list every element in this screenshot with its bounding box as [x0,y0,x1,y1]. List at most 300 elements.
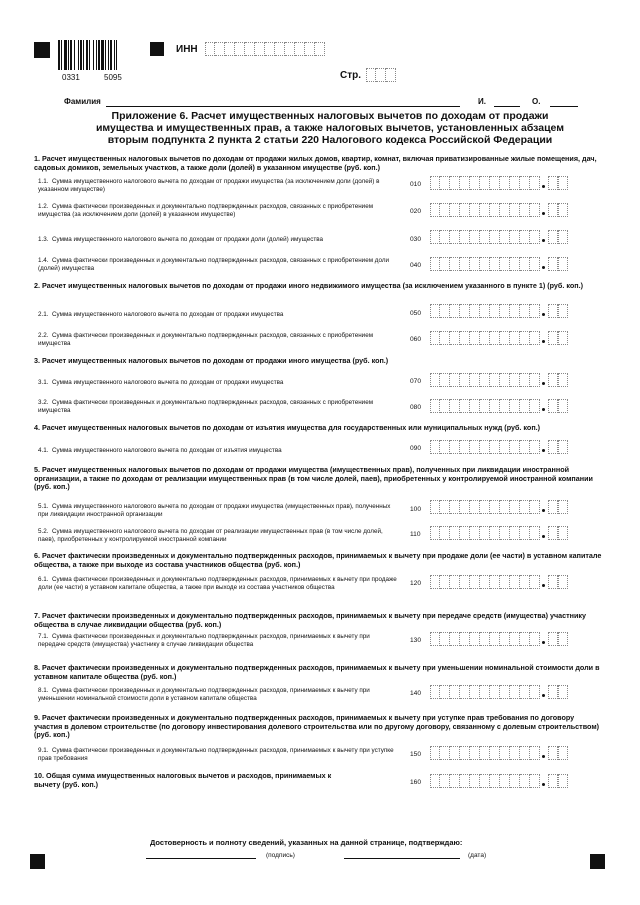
char-cell[interactable] [460,230,470,244]
char-cell[interactable] [490,500,500,514]
item-text: Сумма имущественного налогового вычета по доходам от продажи имущества (имущественных прав), полученных при ликвидации иностранной организации [38,503,391,518]
char-cell[interactable] [440,331,450,345]
char-cell[interactable] [500,632,510,646]
char-cell[interactable] [548,257,558,271]
char-cell[interactable] [255,42,265,56]
date-label: (дата) [468,852,487,859]
char-cell[interactable] [500,304,510,318]
char-cell[interactable] [305,42,315,56]
char-cell[interactable] [430,304,440,318]
char-cell[interactable] [205,42,215,56]
char-cell[interactable] [558,257,568,271]
char-cell[interactable] [510,500,520,514]
char-cell[interactable] [376,68,386,82]
char-cell[interactable] [460,331,470,345]
char-cell[interactable] [450,203,460,217]
char-cell[interactable] [470,304,480,318]
char-cell[interactable] [530,526,540,540]
char-cell[interactable] [480,526,490,540]
char-cell[interactable] [510,526,520,540]
char-cell[interactable] [470,575,480,589]
item-text: Сумма фактически произведенных и документально подтвержденных расходов, связанных с приобретением имущества (за исключением доли (долей) в указанном имуществе) [38,203,374,218]
char-cell[interactable] [490,399,500,413]
char-cell[interactable] [548,176,558,190]
char-cell[interactable] [460,176,470,190]
char-cell[interactable] [520,526,530,540]
char-cell[interactable] [530,575,540,589]
char-cell[interactable] [558,203,568,217]
char-cell[interactable] [440,632,450,646]
char-cell[interactable] [548,526,558,540]
char-cell[interactable] [520,685,530,699]
char-cell[interactable] [460,746,470,760]
char-cell[interactable] [450,399,460,413]
item-number: 5.1. [38,503,49,510]
char-cell[interactable] [510,176,520,190]
barcode-number-right: 5095 [104,73,122,82]
decimal-separator [540,399,548,413]
char-cell[interactable] [470,373,480,387]
line-item-050 [38,311,398,319]
char-cell[interactable] [500,331,510,345]
section-6-heading: 6. Расчет фактически произведенных и документально подтвержденных расходов, принимаемых к вычету при продаже доли (ее части) в уставном капитале общества, а также при выходе из состава участников общества (руб. коп.) [34,551,602,569]
amount-field-160[interactable] [430,774,568,788]
char-cell[interactable] [480,373,490,387]
char-cell[interactable] [480,746,490,760]
char-cell[interactable] [450,575,460,589]
char-cell[interactable] [480,257,490,271]
char-cell[interactable] [520,304,530,318]
char-cell[interactable] [558,176,568,190]
line-code-010: 010 [410,181,422,188]
inn-label: ИНН [176,44,198,55]
char-cell[interactable] [548,373,558,387]
initial-i-label: И. [478,97,486,106]
char-cell[interactable] [530,399,540,413]
amount-field-130[interactable] [430,632,568,646]
char-cell[interactable] [530,685,540,699]
amount-field-070[interactable] [430,373,568,387]
char-cell[interactable] [315,42,325,56]
total-heading: 10. Общая сумма имущественных налоговых вычетов и расходов, принимаемых к вычету (руб. коп.) [34,771,332,789]
char-cell[interactable] [500,575,510,589]
char-cell[interactable] [480,632,490,646]
char-cell[interactable] [510,632,520,646]
char-cell[interactable] [430,399,440,413]
char-cell[interactable] [430,774,440,788]
char-cell[interactable] [530,373,540,387]
decimal-separator [540,774,548,788]
char-cell[interactable] [548,774,558,788]
char-cell[interactable] [548,575,558,589]
char-cell[interactable] [500,176,510,190]
char-cell[interactable] [470,230,480,244]
char-cell[interactable] [480,304,490,318]
char-cell[interactable] [530,331,540,345]
char-cell[interactable] [440,575,450,589]
char-cell[interactable] [490,632,500,646]
char-cell[interactable] [386,68,396,82]
char-cell[interactable] [470,399,480,413]
char-cell[interactable] [490,176,500,190]
char-cell[interactable] [480,774,490,788]
char-cell[interactable] [215,42,225,56]
char-cell[interactable] [510,373,520,387]
inn-field[interactable] [205,42,325,56]
initial-o-field[interactable] [550,106,578,107]
char-cell[interactable] [440,230,450,244]
char-cell[interactable] [510,304,520,318]
confirmation-text: Достоверность и полноту сведений, указанных на данной странице, подтверждаю: [150,838,463,847]
char-cell[interactable] [460,440,470,454]
char-cell[interactable] [500,774,510,788]
char-cell[interactable] [558,373,568,387]
char-cell[interactable] [440,774,450,788]
char-cell[interactable] [520,257,530,271]
char-cell[interactable] [510,685,520,699]
line-item-060 [38,332,398,347]
item-text: Сумма имущественного налогового вычета по доходам от продажи имущества (за исключением доли (долей) в указанном имуществе) [38,178,380,193]
char-cell[interactable] [440,685,450,699]
char-cell[interactable] [470,685,480,699]
char-cell[interactable] [548,746,558,760]
char-cell[interactable] [430,230,440,244]
char-cell[interactable] [470,203,480,217]
char-cell[interactable] [430,526,440,540]
char-cell[interactable] [470,774,480,788]
char-cell[interactable] [500,399,510,413]
line-item-100 [38,503,398,518]
char-cell[interactable] [548,203,558,217]
char-cell[interactable] [530,746,540,760]
char-cell[interactable] [460,526,470,540]
char-cell[interactable] [548,399,558,413]
char-cell[interactable] [520,440,530,454]
char-cell[interactable] [480,575,490,589]
char-cell[interactable] [558,399,568,413]
char-cell[interactable] [460,500,470,514]
char-cell[interactable] [520,774,530,788]
char-cell[interactable] [500,257,510,271]
char-cell[interactable] [530,500,540,514]
amount-field-140[interactable] [430,685,568,699]
char-cell[interactable] [520,500,530,514]
char-cell[interactable] [480,685,490,699]
char-cell[interactable] [265,42,275,56]
char-cell[interactable] [548,440,558,454]
item-text: Сумма имущественного налогового вычета по доходам от продажи имущества [52,311,284,318]
char-cell[interactable] [490,304,500,318]
char-cell[interactable] [500,230,510,244]
char-cell[interactable] [470,176,480,190]
char-cell[interactable] [470,257,480,271]
char-cell[interactable] [450,526,460,540]
char-cell[interactable] [480,176,490,190]
char-cell[interactable] [450,746,460,760]
line-code-050: 050 [410,310,422,317]
char-cell[interactable] [530,176,540,190]
char-cell[interactable] [548,304,558,318]
item-text: Сумма имущественного налогового вычета по доходам от реализации имущественных прав (в том числе долей, паев), приобретенных у контролируемой иностранной компании [38,528,383,543]
char-cell[interactable] [460,632,470,646]
char-cell[interactable] [510,399,520,413]
char-cell[interactable] [470,632,480,646]
section-4-heading: 4. Расчет имущественных налоговых вычетов по доходам от изъятия имущества для государственных или муниципальных нужд (руб. коп.) [34,423,541,432]
line-item-040 [38,257,398,272]
char-cell[interactable] [490,774,500,788]
char-cell[interactable] [500,746,510,760]
char-cell[interactable] [520,203,530,217]
char-cell[interactable] [470,526,480,540]
char-cell[interactable] [440,257,450,271]
char-cell[interactable] [510,440,520,454]
item-number: 4.1. [38,447,49,454]
char-cell[interactable] [490,575,500,589]
char-cell[interactable] [500,526,510,540]
char-cell[interactable] [520,230,530,244]
char-cell[interactable] [490,230,500,244]
amount-field-020[interactable] [430,203,568,217]
char-cell[interactable] [430,500,440,514]
decimal-separator [540,746,548,760]
item-text: Сумма фактически произведенных и документально подтвержденных расходов, связанных с приобретением имущества [38,332,374,347]
item-number: 3.2. [38,399,49,406]
amount-field-100[interactable] [430,500,568,514]
char-cell[interactable] [530,440,540,454]
item-number: 7.1. [38,633,49,640]
char-cell[interactable] [558,526,568,540]
char-cell[interactable] [450,373,460,387]
amount-field-060[interactable] [430,331,568,345]
char-cell[interactable] [450,331,460,345]
item-number: 6.1. [38,576,49,583]
char-cell[interactable] [366,68,376,82]
line-code-140: 140 [410,690,422,697]
char-cell[interactable] [500,373,510,387]
char-cell[interactable] [450,176,460,190]
item-text: Сумма имущественного налогового вычета по доходам от продажи имущества [52,379,284,386]
line-code-150: 150 [410,751,422,758]
line-code-160: 160 [410,779,422,786]
char-cell[interactable] [530,632,540,646]
char-cell[interactable] [480,440,490,454]
line-item-080 [38,399,398,414]
surname-field[interactable] [106,106,460,107]
char-cell[interactable] [450,632,460,646]
char-cell[interactable] [510,331,520,345]
char-cell[interactable] [490,746,500,760]
line-item-150 [38,747,398,762]
char-cell[interactable] [285,42,295,56]
char-cell[interactable] [430,331,440,345]
char-cell[interactable] [520,399,530,413]
char-cell[interactable] [450,685,460,699]
char-cell[interactable] [480,331,490,345]
char-cell[interactable] [460,575,470,589]
item-number: 1.4. [38,257,49,264]
char-cell[interactable] [460,774,470,788]
decimal-separator [540,500,548,514]
item-text: Сумма имущественного налогового вычета по доходам от изъятия имущества [52,447,282,454]
char-cell[interactable] [500,440,510,454]
initial-i-field[interactable] [494,106,520,107]
char-cell[interactable] [510,746,520,760]
char-cell[interactable] [530,304,540,318]
char-cell[interactable] [530,203,540,217]
item-number: 5.2. [38,528,49,535]
char-cell[interactable] [520,746,530,760]
decimal-separator [540,331,548,345]
char-cell[interactable] [440,203,450,217]
char-cell[interactable] [520,373,530,387]
line-item-130 [38,633,398,648]
char-cell[interactable] [500,203,510,217]
char-cell[interactable] [510,257,520,271]
char-cell[interactable] [470,440,480,454]
char-cell[interactable] [548,500,558,514]
char-cell[interactable] [500,500,510,514]
char-cell[interactable] [490,203,500,217]
signature-field[interactable] [146,858,256,859]
item-number: 1.2. [38,203,49,210]
decimal-separator [540,257,548,271]
char-cell[interactable] [470,500,480,514]
char-cell[interactable] [460,685,470,699]
char-cell[interactable] [430,257,440,271]
char-cell[interactable] [490,331,500,345]
char-cell[interactable] [460,399,470,413]
section-8-heading: 8. Расчет фактически произведенных и документально подтвержденных расходов, принимаемых к вычету при уменьшении номинальной стоимости доли в уставном капитале общества (руб. коп.) [34,663,600,681]
char-cell[interactable] [430,746,440,760]
char-cell[interactable] [470,331,480,345]
char-cell[interactable] [460,304,470,318]
item-number: 3.1. [38,379,49,386]
line-item-120 [38,576,398,591]
char-cell[interactable] [548,331,558,345]
char-cell[interactable] [440,399,450,413]
char-cell[interactable] [558,331,568,345]
char-cell[interactable] [548,230,558,244]
char-cell[interactable] [450,304,460,318]
char-cell[interactable] [480,399,490,413]
char-cell[interactable] [440,440,450,454]
char-cell[interactable] [530,230,540,244]
char-cell[interactable] [510,575,520,589]
char-cell[interactable] [430,373,440,387]
char-cell[interactable] [245,42,255,56]
amount-field-050[interactable] [430,304,568,318]
char-cell[interactable] [460,257,470,271]
amount-field-120[interactable] [430,575,568,589]
char-cell[interactable] [480,500,490,514]
char-cell[interactable] [430,685,440,699]
char-cell[interactable] [558,304,568,318]
char-cell[interactable] [558,774,568,788]
page-number-field[interactable] [366,68,396,82]
char-cell[interactable] [480,230,490,244]
char-cell[interactable] [430,176,440,190]
char-cell[interactable] [558,746,568,760]
char-cell[interactable] [490,440,500,454]
decimal-separator [540,685,548,699]
char-cell[interactable] [510,203,520,217]
char-cell[interactable] [558,230,568,244]
char-cell[interactable] [530,774,540,788]
char-cell[interactable] [440,746,450,760]
char-cell[interactable] [558,632,568,646]
char-cell[interactable] [440,373,450,387]
char-cell[interactable] [530,257,540,271]
char-cell[interactable] [558,440,568,454]
char-cell[interactable] [480,203,490,217]
char-cell[interactable] [450,257,460,271]
section-7-heading: 7. Расчет фактически произведенных и документально подтвержденных расходов, принимаемых к вычету при передаче средств (имущества) участнику общества в случае ликвидации общества (руб. коп.) [34,611,587,629]
char-cell[interactable] [520,331,530,345]
char-cell[interactable] [548,632,558,646]
amount-field-150[interactable] [430,746,568,760]
char-cell[interactable] [430,203,440,217]
char-cell[interactable] [510,774,520,788]
char-cell[interactable] [450,500,460,514]
item-text: Сумма фактически произведенных и документально подтвержденных расходов, принимаемых к вычету при уменьшении номинальной стоимости доли в уставном капитале общества [38,687,370,702]
char-cell[interactable] [430,440,440,454]
char-cell[interactable] [500,685,510,699]
char-cell[interactable] [450,230,460,244]
char-cell[interactable] [490,257,500,271]
char-cell[interactable] [430,632,440,646]
char-cell[interactable] [558,685,568,699]
line-code-060: 060 [410,336,422,343]
char-cell[interactable] [440,304,450,318]
item-text: Сумма фактически произведенных и документально подтвержденных расходов, принимаемых к вычету при передаче средств (имущества) участнику в случае ликвидации общества [38,633,370,648]
char-cell[interactable] [490,685,500,699]
amount-field-110[interactable] [430,526,568,540]
char-cell[interactable] [490,373,500,387]
char-cell[interactable] [440,500,450,514]
decimal-separator [540,230,548,244]
char-cell[interactable] [430,575,440,589]
char-cell[interactable] [235,42,245,56]
decimal-separator [540,176,548,190]
char-cell[interactable] [440,526,450,540]
corner-marker-top-mid [150,42,164,56]
char-cell[interactable] [558,575,568,589]
amount-field-030[interactable] [430,230,568,244]
amount-field-040[interactable] [430,257,568,271]
char-cell[interactable] [275,42,285,56]
amount-field-080[interactable] [430,399,568,413]
char-cell[interactable] [520,632,530,646]
line-code-030: 030 [410,236,422,243]
char-cell[interactable] [510,230,520,244]
amount-field-090[interactable] [430,440,568,454]
char-cell[interactable] [558,500,568,514]
char-cell[interactable] [450,440,460,454]
date-field[interactable] [344,858,460,859]
char-cell[interactable] [520,176,530,190]
amount-field-010[interactable] [430,176,568,190]
char-cell[interactable] [440,176,450,190]
char-cell[interactable] [520,575,530,589]
char-cell[interactable] [548,685,558,699]
char-cell[interactable] [225,42,235,56]
char-cell[interactable] [450,774,460,788]
char-cell[interactable] [460,203,470,217]
char-cell[interactable] [460,373,470,387]
char-cell[interactable] [490,526,500,540]
char-cell[interactable] [295,42,305,56]
char-cell[interactable] [470,746,480,760]
